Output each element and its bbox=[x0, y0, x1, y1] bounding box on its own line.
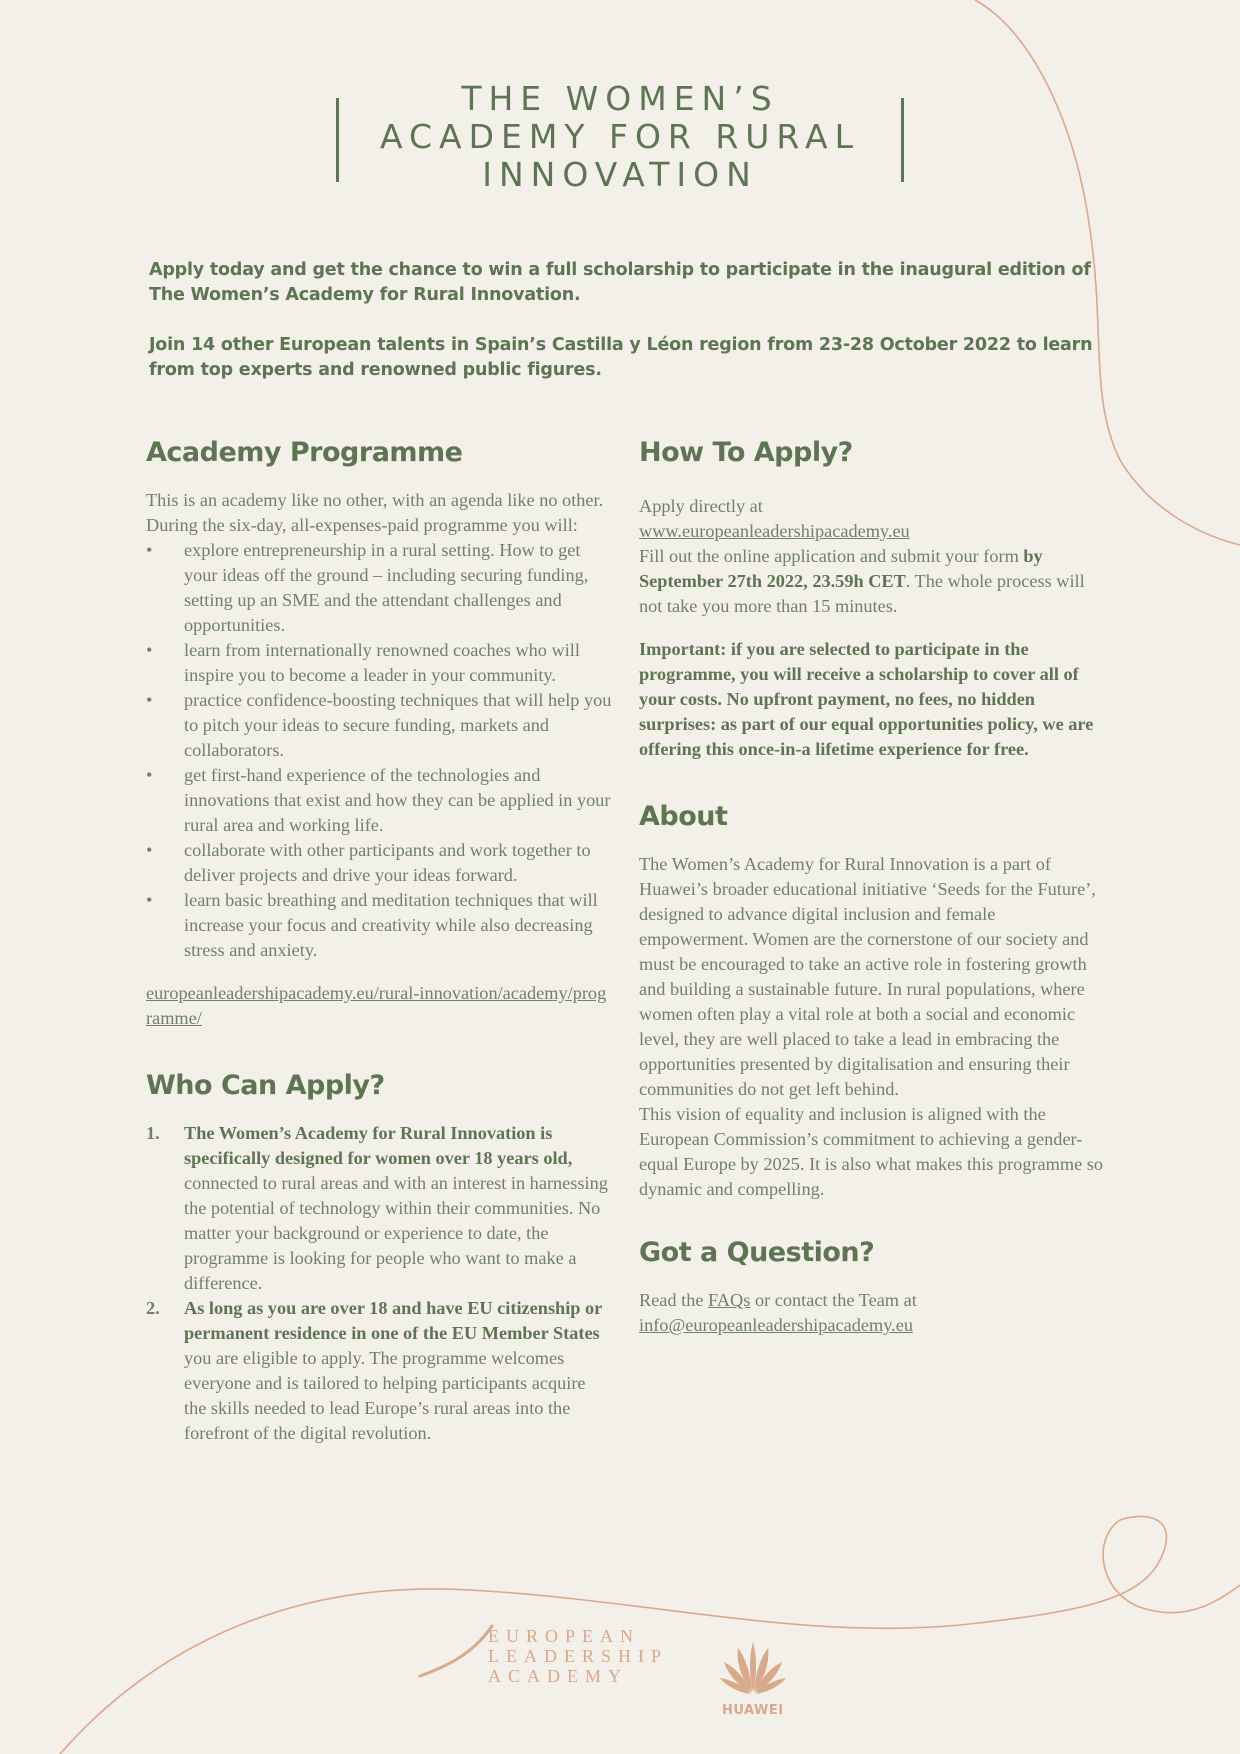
question-pre: Read the bbox=[639, 1290, 709, 1310]
about-paragraph-1: The Women’s Academy for Rural Innovation is a part of Huawei’s broader educational initiative ‘Seeds for the Future’, designed to advance digital inclusion and female empowerment. Women are the cornerstone of our society and must be encouraged to take an active role in fostering growth and building a sustainable future. In rural populations, where women often play a vital role at both a social and economic level, they are well placed to take a lead in embracing the opportunities presented by digitalisation and ensuring their communities do not get left behind. bbox=[639, 854, 1096, 1099]
who-item-bold: As long as you are over 18 and have EU citizenship or permanent residence in one of the EU Member States bbox=[184, 1298, 602, 1343]
apply-line: Apply directly at bbox=[639, 496, 763, 516]
programme-heading: Academy Programme bbox=[146, 437, 463, 468]
list-item bbox=[146, 1296, 612, 1446]
list-item: • learn basic breathing and meditation techniques that will increase your focus and creativity while also decreasing stress and anxiety. bbox=[146, 888, 612, 963]
who-item-text: connected to rural areas and with an interest in harnessing the potential of technology within their communities. No matter your background or experience to date, the programme is looking for people who want to make a difference. bbox=[184, 1173, 608, 1293]
title-line-3: INNOVATION bbox=[482, 155, 758, 194]
page-title bbox=[300, 80, 940, 194]
about-heading: About bbox=[639, 801, 728, 832]
who-list bbox=[146, 1121, 612, 1446]
list-item: • explore entrepreneurship in a rural setting. How to get your ideas off the ground – including securing funding, setting up an SME and the attendant challenges and opportunities. bbox=[146, 538, 612, 638]
list-number: 1. bbox=[146, 1123, 160, 1143]
left-column bbox=[146, 436, 612, 1446]
email-link[interactable]: info@europeanleadershipacademy.eu bbox=[639, 1315, 913, 1335]
question-text bbox=[639, 1288, 1105, 1313]
intro-dates: Join 14 other European talents in Spain’s Castilla y Léon region from 23-28 October 2022 to learn from top experts and renowned public figures. bbox=[149, 335, 1093, 380]
european-leadership-academy-logo bbox=[488, 1626, 688, 1686]
programme-link[interactable]: europeanleadershipacademy.eu/rural-innovation/academy/programme/ bbox=[146, 983, 607, 1028]
list-item bbox=[146, 1121, 612, 1296]
list-item: • learn from internationally renowned coaches who will inspire you to become a leader in your community. bbox=[146, 638, 612, 688]
logo-line-1: EUROPEAN bbox=[488, 1626, 641, 1646]
about-paragraph-2: This vision of equality and inclusion is aligned with the European Commission’s commitment to achieving a gender-equal Europe by 2025. It is also what makes this programme so dynamic and compelling. bbox=[639, 1104, 1104, 1199]
apply-text-post: . The whole process will not take you more than 15 minutes. bbox=[639, 571, 1085, 616]
title-line-1: THE WOMEN’S bbox=[461, 79, 779, 118]
who-item-text: you are eligible to apply. The programme welcomes everyone and is tailored to helping participants acquire the skills needed to lead Europe’s rural areas into the forefront of the digital revolution. bbox=[184, 1348, 586, 1443]
apply-instructions bbox=[639, 544, 1105, 619]
important-notice: Important: if you are selected to participate in the programme, you will receive a scholarship to cover all of your costs. No upfront payment, no fees, no hidden surprises: as part of our equal opportunities policy, we are offering this once-in-a lifetime experience for free. bbox=[639, 639, 1094, 759]
apply-heading: How To Apply? bbox=[639, 437, 853, 468]
list-item: • get first-hand experience of the technologies and innovations that exist and how they can be applied in your rural area and working life. bbox=[146, 763, 612, 838]
apply-url-link[interactable]: www.europeanleadershipacademy.eu bbox=[639, 521, 910, 541]
programme-list bbox=[146, 538, 612, 963]
question-mid: or contact the Team at bbox=[750, 1290, 917, 1310]
intro-scholarship: Apply today and get the chance to win a full scholarship to participate in the inaugural edition of The Women’s Academy for Rural Innovation. bbox=[149, 260, 1091, 305]
title-line-2: ACADEMY FOR RURAL bbox=[379, 117, 860, 156]
programme-intro: This is an academy like no other, with an agenda like no other. During the six-day, all-expenses-paid programme you will: bbox=[146, 490, 604, 535]
apply-text-pre: Fill out the online application and submit your form bbox=[639, 546, 1024, 566]
right-column bbox=[639, 436, 1105, 1338]
who-heading: Who Can Apply? bbox=[146, 1070, 385, 1101]
faqs-link[interactable]: FAQs bbox=[708, 1290, 751, 1310]
list-item: • practice confidence-boosting techniques that will help you to pitch your ideas to secure funding, markets and collaborators. bbox=[146, 688, 612, 763]
who-item-bold: The Women’s Academy for Rural Innovation is specifically designed for women over 18 years old, bbox=[184, 1123, 573, 1168]
question-heading: Got a Question? bbox=[639, 1237, 875, 1268]
logo-line-3: ACADEMY bbox=[488, 1666, 629, 1686]
list-number: 2. bbox=[146, 1298, 160, 1318]
list-item: • collaborate with other participants and work together to deliver projects and drive your ideas forward. bbox=[146, 838, 612, 888]
huawei-flower-icon bbox=[718, 1640, 788, 1696]
logo-line-2: LEADERSHIP bbox=[488, 1646, 669, 1666]
huawei-logo-text: HUAWEI bbox=[722, 1703, 784, 1718]
apply-deadline: by September 27th 2022, 23.59h CET bbox=[639, 546, 1043, 591]
